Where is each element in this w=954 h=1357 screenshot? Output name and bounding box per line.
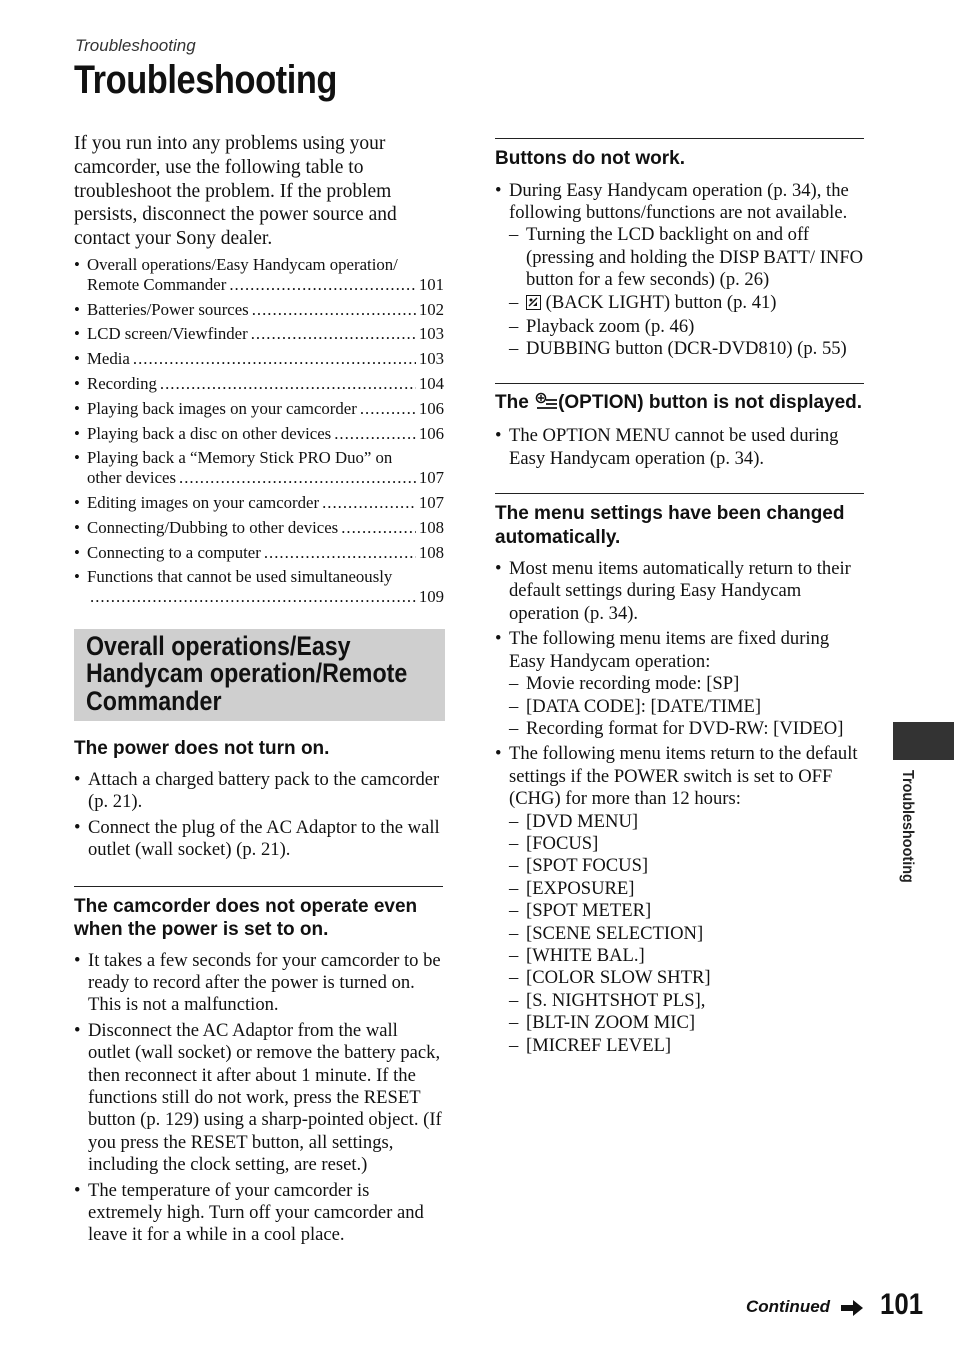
side-tab-marker[interactable] — [893, 722, 954, 760]
toc-label: • LCD screen/Viewfinder — [87, 324, 248, 344]
bullet-item: • Connect the plug of the AC Adaptor to the wall outlet (wall socket) (p. 21). — [74, 817, 444, 862]
toc-label: • Playing back a “Memory Stick PRO Duo” on — [87, 448, 393, 468]
toc-item[interactable] — [74, 543, 444, 563]
bullet-text: During Easy Handycam operation (p. 34), the following buttons/functions are not available. — [509, 179, 849, 223]
toc-page: 106 — [418, 398, 444, 418]
divider — [74, 886, 443, 887]
dash-item: – [SCENE SELECTION] — [509, 923, 864, 945]
toc-item[interactable] — [74, 493, 444, 513]
toc-page: 108 — [418, 517, 444, 537]
bullet-item — [495, 628, 864, 740]
toc-item[interactable] — [74, 567, 444, 607]
topic-heading: The camcorder does not operate even when the power is set to on. — [74, 895, 418, 941]
dash-item: – [COLOR SLOW SHTR] — [509, 967, 864, 989]
topic-heading — [495, 391, 864, 417]
divider — [495, 383, 864, 384]
dash-text: (BACK LIGHT) button (p. 41) — [545, 291, 777, 313]
heading-text: (OPTION) button is not displayed. — [558, 391, 863, 413]
dash-item: – [DVD MENU] — [509, 811, 864, 833]
dash-item: – [EXPOSURE] — [509, 878, 864, 900]
topic-option — [495, 391, 864, 470]
running-header: Troubleshooting — [75, 36, 196, 55]
right-arrow-icon — [841, 1300, 863, 1321]
section-banner — [74, 629, 445, 722]
toc-label: • Media — [87, 349, 130, 369]
toc-label: • Functions that cannot be used simultaneously — [87, 567, 393, 587]
toc-item[interactable] — [74, 448, 444, 488]
dash-item: – [WHITE BAL.] — [509, 945, 864, 967]
dash-item: – Playback zoom (p. 46) — [509, 316, 864, 338]
dash-item: – [FOCUS] — [509, 833, 864, 855]
toc-label: • Overall operations/Easy Handycam operation/ — [87, 254, 398, 274]
toc-page: 108 — [418, 542, 444, 562]
toc-label: • Playing back a disc on other devices — [87, 423, 332, 443]
divider — [495, 138, 864, 139]
toc-page: 104 — [418, 373, 444, 393]
topic-buttons — [495, 147, 864, 361]
bullet-item: • The OPTION MENU cannot be used during Easy Handycam operation (p. 34). — [495, 425, 864, 470]
toc-label: • Connecting to a computer — [87, 542, 261, 562]
toc-label: • Editing images on your camcorder — [87, 492, 320, 512]
toc-label-cont: Remote Commander — [87, 274, 227, 294]
topic-heading: The menu settings have been changed automatically. — [495, 503, 845, 548]
toc-item[interactable] — [74, 255, 444, 295]
bullet-text: The following menu items return to the default settings if the POWER switch is set to OFF (CHG) for more than 12 hours: — [509, 743, 858, 810]
dash-item: – [SPOT FOCUS] — [509, 855, 864, 877]
dash-item: – [DATA CODE]: [DATE/TIME] — [509, 696, 864, 718]
dash-item: – [SPOT METER] — [509, 900, 864, 922]
dash-item: – [MICREF LEVEL] — [509, 1035, 864, 1057]
intro-paragraph: If you run into any problems using your camcorder, use the following table to troubleshoot the problem. If the problem persists, disconnect the power source and contact your Sony dealer. — [74, 133, 397, 250]
dash-item: – DUBBING button (DCR-DVD810) (p. 55) — [509, 338, 864, 360]
topic-menu — [495, 502, 864, 1057]
toc-label: • Playing back images on your camcorder — [87, 398, 357, 418]
bullet-item — [495, 180, 864, 361]
divider — [495, 493, 864, 494]
dash-item: – Turning the LCD backlight on and off (pressing and holding the DISP BATT/ INFO button for a few seconds) (p. 26) — [509, 224, 864, 291]
toc-page: 109 — [418, 587, 444, 607]
toc-item[interactable] — [74, 518, 444, 538]
toc-label-cont: other devices — [87, 468, 176, 488]
bullet-item — [495, 743, 864, 1057]
page-number: 101 — [880, 1288, 924, 1321]
toc-page: 107 — [418, 468, 444, 488]
option-icon — [534, 392, 558, 417]
toc-item[interactable] — [74, 399, 444, 419]
section-title: Overall operations/Easy Handycam operation/Remote Commander — [86, 630, 408, 716]
bullet-item: • It takes a few seconds for your camcorder to be ready to record after the power is turned on. This is not a malfunction. — [74, 950, 444, 1017]
toc-list — [74, 255, 444, 607]
toc-page: 106 — [418, 423, 444, 443]
topic-heading: Buttons do not work. — [495, 148, 685, 169]
side-tab-label: Troubleshooting — [899, 770, 916, 883]
heading-text: The — [495, 391, 529, 413]
dash-item: – [S. NIGHTSHOT PLS], — [509, 990, 864, 1012]
topic-power — [74, 737, 444, 861]
toc-label: • Recording — [87, 373, 157, 393]
bullet-item: • Disconnect the AC Adaptor from the wall outlet (wall socket) or remove the battery pack, then reconnect it after about 1 minute. If the functions still do not work, press the RESET button (p. 129) using a sharp-pointed object. (If you press the RESET button, all settings, including the clock setting, are reset.) — [74, 1020, 444, 1177]
bullet-text: The following menu items are fixed during Easy Handycam operation: — [509, 628, 830, 672]
toc-page: 103 — [418, 324, 444, 344]
bullet-item: • The temperature of your camcorder is extremely high. Turn off your camcorder and leave it for a while in a cool place. — [74, 1180, 444, 1247]
toc-item[interactable] — [74, 300, 444, 320]
toc-label: • Connecting/Dubbing to other devices — [87, 517, 339, 537]
bullet-item: • Attach a charged battery pack to the camcorder (p. 21). — [74, 769, 444, 814]
toc-page: 107 — [418, 492, 444, 512]
left-column — [74, 132, 444, 1250]
dash-item: – [BLT-IN ZOOM MIC] — [509, 1012, 864, 1034]
toc-label: • Batteries/Power sources — [87, 299, 249, 319]
page-title: Troubleshooting — [74, 58, 337, 102]
dash-item: – Recording format for DVD-RW: [VIDEO] — [509, 718, 864, 740]
toc-item[interactable] — [74, 324, 444, 344]
dash-item — [509, 292, 864, 316]
toc-page: 102 — [418, 299, 444, 319]
bullet-item: • Most menu items automatically return to their default settings during Easy Handycam operation (p. 34). — [495, 558, 864, 625]
toc-item[interactable] — [74, 424, 444, 444]
topic-not-operate — [74, 895, 444, 1247]
dash-item: – Movie recording mode: [SP] — [509, 673, 864, 695]
toc-item[interactable] — [74, 349, 444, 369]
back-light-icon — [526, 294, 541, 316]
topic-heading: The power does not turn on. — [74, 738, 330, 760]
toc-item[interactable] — [74, 374, 444, 394]
right-column — [495, 138, 864, 1060]
continued-label: Continued — [746, 1297, 831, 1316]
toc-page: 103 — [418, 349, 444, 369]
toc-page: 101 — [418, 274, 444, 294]
